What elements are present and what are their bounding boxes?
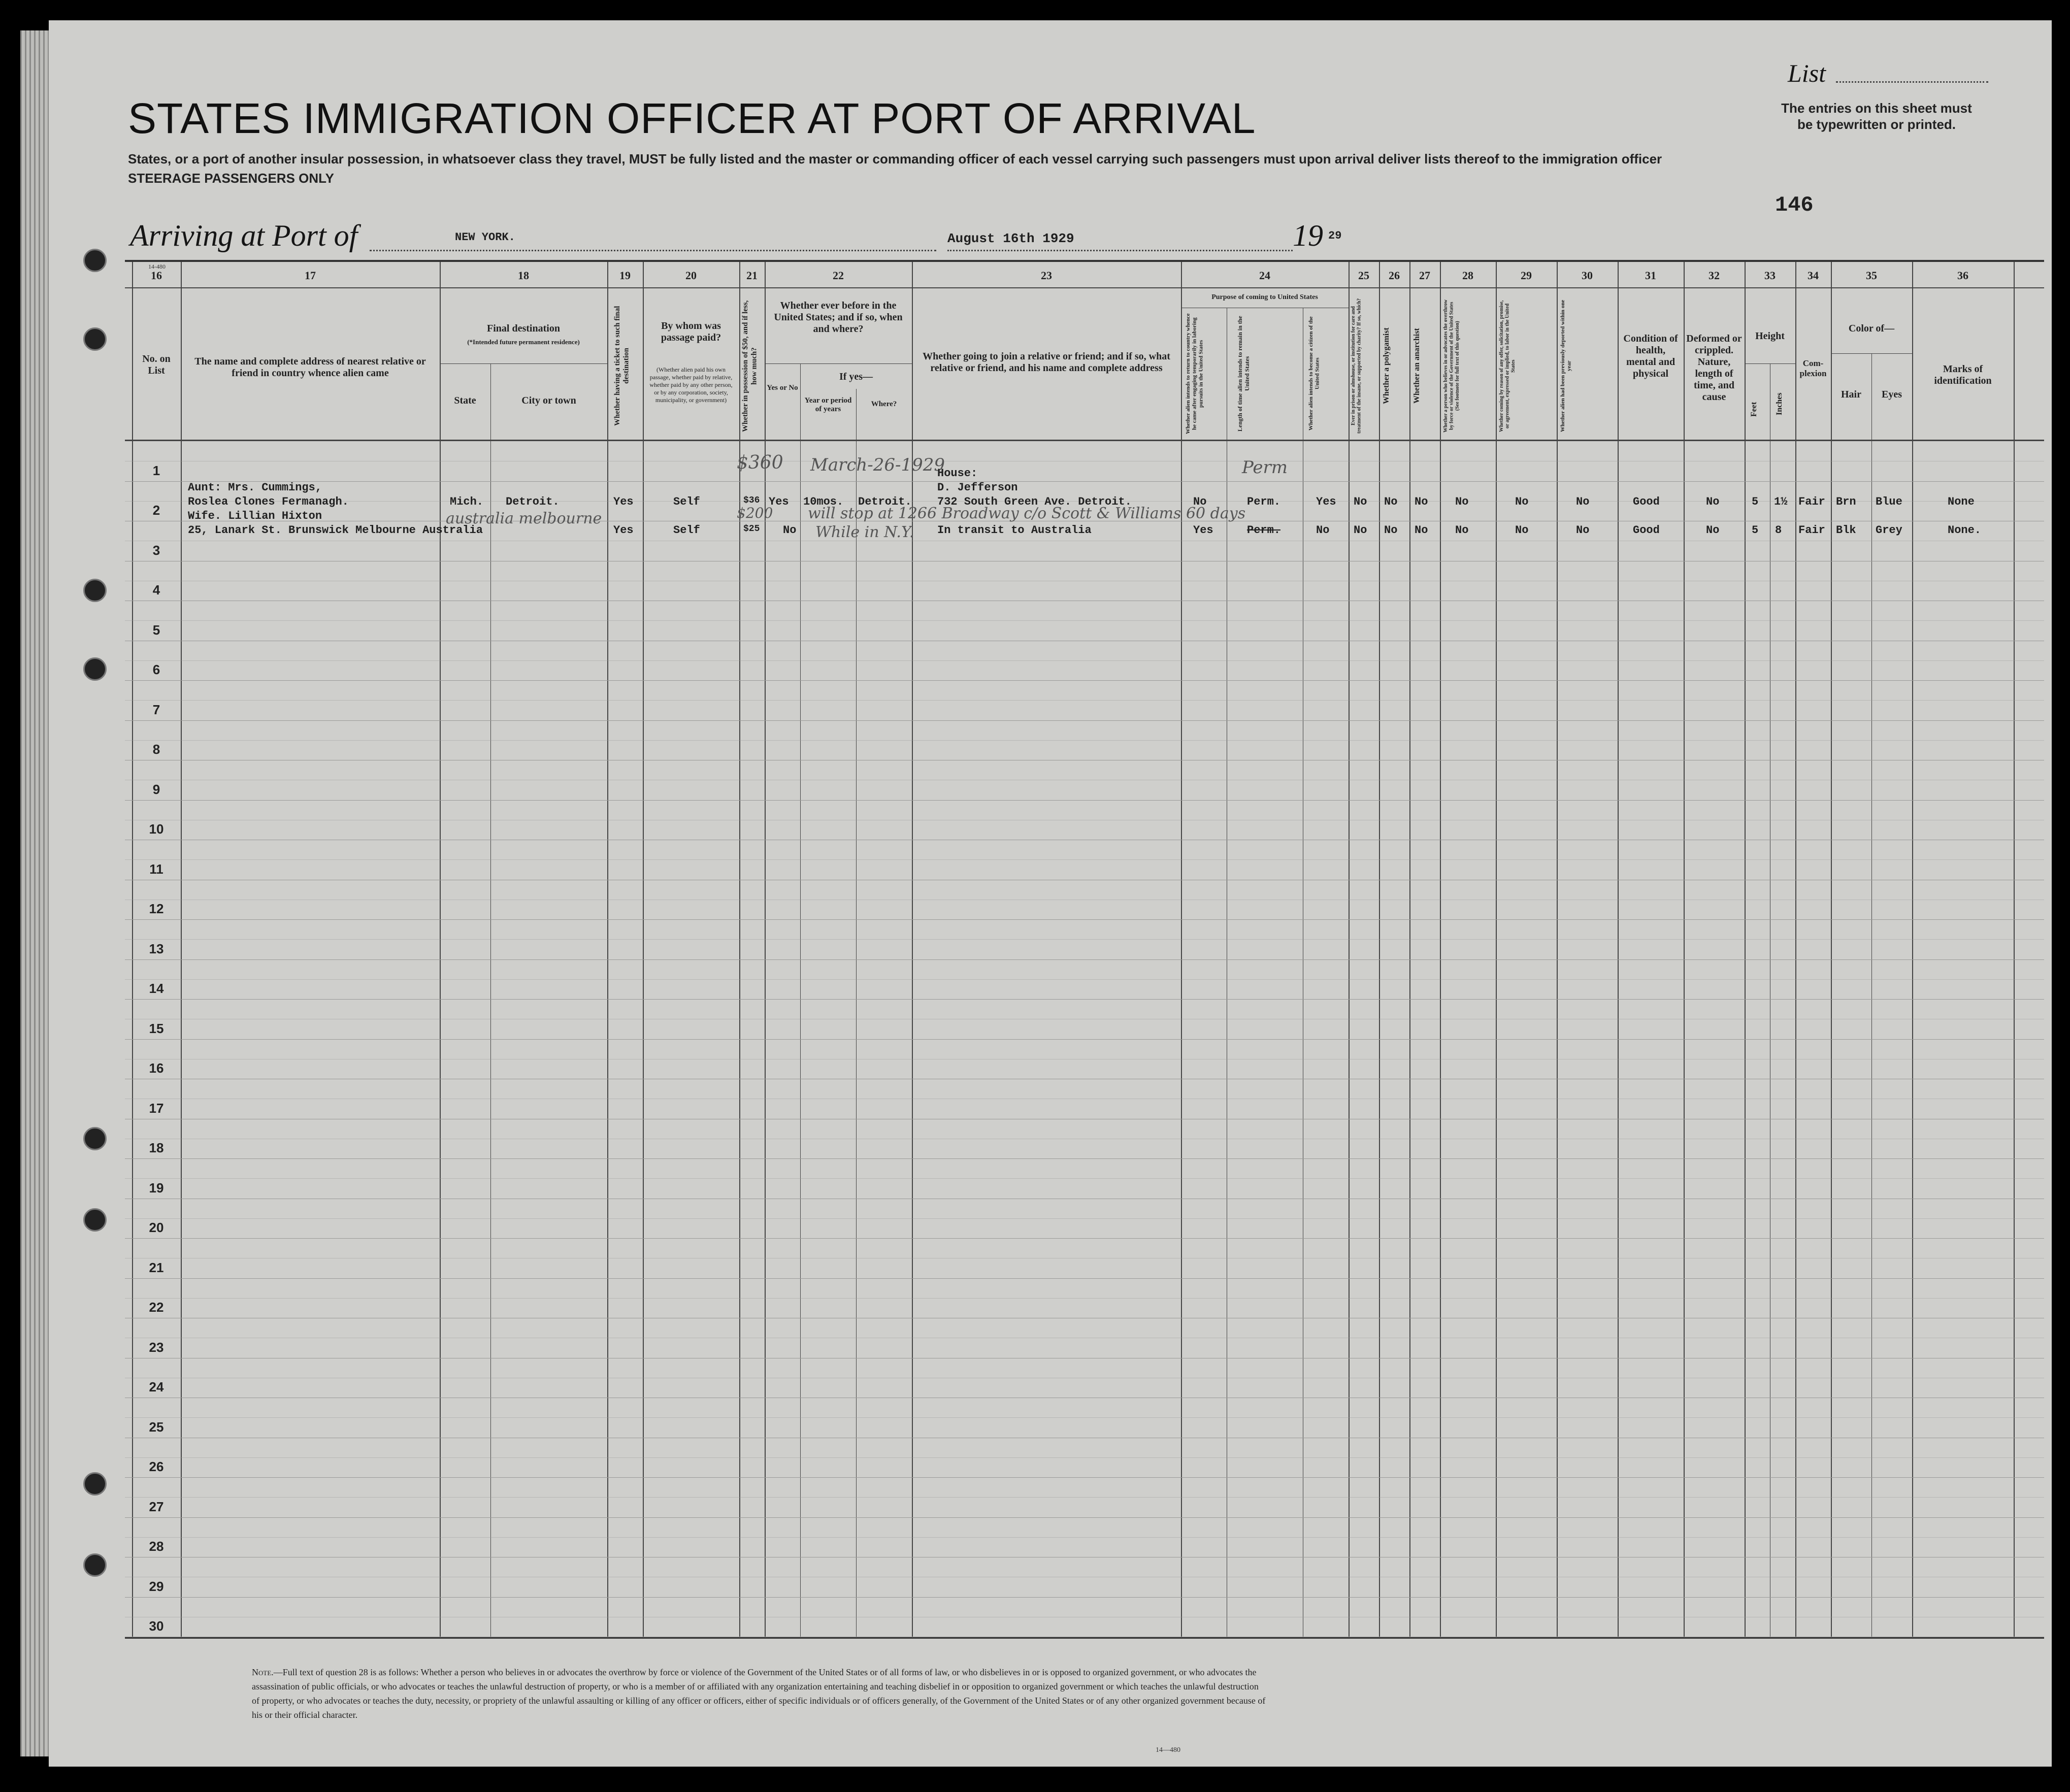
col17-label: The name and complete address of nearest relative or friend in country whence alien came <box>194 356 426 379</box>
row-divider <box>125 999 2044 1000</box>
row2-health: Good <box>1633 524 1660 537</box>
steerage-label: STEERAGE PASSENGERS ONLY <box>128 171 334 186</box>
row-subdivider <box>125 1537 2044 1538</box>
typewritten-note-2: be typewritten or printed. <box>1797 117 1956 132</box>
col33-feet: Feet <box>1750 402 1758 417</box>
row-number: 22 <box>149 1300 164 1315</box>
row-number: 5 <box>152 622 160 638</box>
row-number: 15 <box>149 1021 164 1036</box>
row2-ticket: Yes <box>613 524 634 537</box>
row1-return: No <box>1193 495 1207 508</box>
col28-num: 28 <box>1462 269 1473 282</box>
col22-ifyes: If yes— <box>839 371 873 382</box>
row-subdivider <box>125 740 2044 741</box>
row-number: 12 <box>149 901 164 916</box>
col25-num: 25 <box>1358 269 1369 282</box>
col22-years: Year or period of years <box>804 396 852 413</box>
row-subdivider <box>125 939 2044 940</box>
col24-return: Whether alien intends to return to country whence he came after engaging temporarily in laboring pursuits in the United States <box>1185 313 1204 434</box>
row-number: 20 <box>149 1220 164 1235</box>
col25-label: Ever in prison or almshouse, or institution for care and treatment of the insane, or supported by charity? If so, which? <box>1351 298 1362 434</box>
row-number: 4 <box>152 582 160 598</box>
page-subtitle: States, or a port of another insular possession, in whatsoever class they travel, MUST be fully listed and the master or commanding officer of each vessel carrying such passengers must upon arrival deliver lists thereof to the immigration officer <box>128 151 1662 167</box>
row2-citizen: No <box>1316 524 1330 537</box>
row1-prison: No <box>1354 495 1367 508</box>
row-number: 11 <box>149 861 163 877</box>
col24-citizen: Whether alien intends to become a citizen of the United States <box>1308 316 1321 431</box>
row-subdivider <box>125 1178 2044 1179</box>
row1-money-handwritten: $360 <box>737 452 783 473</box>
row2-before-handwritten-2: While in N.Y. <box>815 523 914 541</box>
list-label: List <box>1788 59 1826 87</box>
col22-yesno: Yes or No <box>767 384 798 392</box>
row1-overthrow: No <box>1455 495 1469 508</box>
col32-num: 32 <box>1708 269 1720 282</box>
col28-label: Whether a person who believes in or advocates the overthrow by force or violence of the Government of the United States (See footnote for full text of this question) <box>1443 300 1460 433</box>
row-number: 30 <box>149 1618 164 1634</box>
row-number: 23 <box>149 1340 164 1355</box>
col20-sublabel: (Whether alien paid his own passage, whether paid by relative, whether paid by any other person, or by any corporation, society, municipality, or government) <box>649 366 733 404</box>
col26-label: Whether a polygamist <box>1382 327 1391 405</box>
arrival-date: August 16th 1929 <box>947 231 1074 246</box>
col23-label: Whether going to join a relative or friend; and if so, what relative or friend, and his name and complete address <box>923 351 1170 374</box>
row2-paid-by: Self <box>673 524 700 537</box>
row2-marks: None. <box>1948 524 1982 537</box>
port-value: NEW YORK. <box>455 231 515 244</box>
col27-num: 27 <box>1419 269 1430 282</box>
col29-num: 29 <box>1521 269 1532 282</box>
col21-label: Whether in possession of $50, and if less, how much? <box>741 300 759 432</box>
row-number: 19 <box>149 1180 164 1196</box>
col22-where: Where? <box>871 400 897 408</box>
col29-label: Whether coming by reason of any offer, solicitation, promise, or agreement, expressed or implied, to labor in the United States <box>1499 300 1516 432</box>
col35-label: Color of— <box>1848 323 1895 334</box>
row2-return: Yes <box>1193 524 1213 537</box>
col21-num: 21 <box>746 269 758 282</box>
row2-deported: No <box>1576 524 1590 537</box>
col16-label: No. on List <box>142 353 171 376</box>
row-divider <box>125 720 2044 721</box>
row-number: 17 <box>149 1101 164 1116</box>
row-subdivider <box>125 1218 2044 1219</box>
punch-hole <box>83 1553 107 1577</box>
row1-length-handwritten: Perm <box>1242 457 1288 478</box>
row2-before-handwritten: will stop at 1266 Broadway c/o Scott & Williams 60 days <box>808 505 1246 522</box>
col27-label: Whether an anarchist <box>1412 328 1421 404</box>
col24-label: Purpose of coming to United States <box>1211 293 1318 301</box>
row-subdivider <box>125 660 2044 661</box>
row2-city-handwritten: australia melbourne <box>446 510 602 527</box>
manifest-table <box>125 260 2044 1639</box>
subheader-line <box>1745 363 1795 364</box>
col24-num: 24 <box>1259 269 1270 282</box>
row-number: 27 <box>149 1499 164 1514</box>
col34-num: 34 <box>1808 269 1819 282</box>
row-area <box>125 441 2044 1637</box>
punch-hole <box>83 249 107 272</box>
row-number: 18 <box>149 1140 164 1155</box>
col16-num: 16 <box>151 269 162 282</box>
col20-num: 20 <box>685 269 697 282</box>
row1-join-1: House: <box>937 467 978 480</box>
row1-inches: 1½ <box>1774 495 1788 508</box>
row1-marks: None <box>1948 495 1975 508</box>
row1-offer: No <box>1515 495 1529 508</box>
row1-health: Good <box>1633 495 1660 508</box>
col33-label: Height <box>1755 330 1785 342</box>
row-divider <box>125 1158 2044 1159</box>
row-divider <box>125 481 2044 482</box>
punch-hole <box>83 1208 107 1232</box>
subheader-line <box>1831 353 1912 354</box>
row1-deformed: No <box>1706 495 1720 508</box>
subheader-line <box>440 363 607 364</box>
row1-before-handwritten: March-26-1929 <box>810 455 945 475</box>
year-suffix: 29 <box>1328 229 1342 242</box>
punch-hole <box>83 327 107 351</box>
col18-label: Final destination <box>487 323 560 334</box>
col20-label: By whom was passage paid? <box>661 320 721 343</box>
row1-relative-1: Aunt: Mrs. Cummings, <box>188 481 322 494</box>
footnote <box>252 1665 1267 1722</box>
row2-hair: Blk <box>1836 524 1856 537</box>
row2-money-handwritten: $200 <box>737 505 773 521</box>
row2-join-1: In transit to Australia <box>937 524 1092 537</box>
row-number: 21 <box>149 1260 164 1275</box>
footnote-label: Note. <box>252 1667 274 1677</box>
footnote-code: 14—480 <box>1156 1746 1180 1754</box>
col36-label: Marks of identification <box>1934 363 1992 386</box>
col35-eyes: Eyes <box>1882 389 1902 400</box>
row1-before-years: 10mos. <box>803 495 844 508</box>
row1-length: Perm. <box>1247 495 1281 508</box>
sheet-number: 146 <box>1775 193 1814 217</box>
col18-sublabel: (*Intended future permanent residence) <box>467 338 580 346</box>
row2-feet: 5 <box>1752 524 1759 537</box>
col31-num: 31 <box>1645 269 1656 282</box>
row1-state: Mich. <box>450 495 484 508</box>
punch-hole <box>83 657 107 681</box>
row-number: 29 <box>149 1579 164 1594</box>
col35-hair: Hair <box>1841 389 1861 400</box>
col31-label: Condition of health, mental and physical <box>1623 333 1678 379</box>
typewritten-note-1: The entries on this sheet must <box>1781 101 1972 116</box>
row2-polygamist: No <box>1384 524 1398 537</box>
footnote-text: —Full text of question 28 is as follows: Whether a person who believes in or advocates the overthrow by force or violence of the Government of the United States or of all forms of law, or who disbelieves in or is opposed to organized government, or who advocates the assassination of public officials, or who advocates or teaches the unlawful destruction of property, or who is a member of or affiliated with any organization entertaining and teaching disbelief in or opposition to organized government or which teaches the unlawful destruction of property, or who advocates or teaches the duty, necessity, or propriety of the unlawful assaulting or killing of any officer or officers, either of specific individuals or of officers generally, of the Government of the United States or of any other organized government because of his or their official character. <box>252 1667 1266 1720</box>
row1-before: Yes <box>769 495 789 508</box>
page-title: STATES IMMIGRATION OFFICER AT PORT OF ARRIVAL <box>128 94 1256 142</box>
row1-relative-2: Roslea Clones Fermanagh. <box>188 495 349 508</box>
row-number: 6 <box>152 662 160 677</box>
row-subdivider <box>125 979 2044 980</box>
row2-length: Perm. <box>1247 524 1281 537</box>
row-number: 7 <box>152 702 160 717</box>
col30-num: 30 <box>1582 269 1593 282</box>
list-line <box>1836 81 1988 84</box>
col34-label: Com- plexion <box>1799 358 1827 378</box>
row-subdivider <box>125 1497 2044 1498</box>
arriving-label: Arriving at Port of <box>130 219 358 252</box>
row-divider <box>125 1517 2044 1518</box>
row-divider <box>125 1238 2044 1239</box>
col33-num: 33 <box>1764 269 1776 282</box>
col35-num: 35 <box>1866 269 1877 282</box>
row-number: 13 <box>149 941 164 956</box>
row1-money: $36 <box>743 495 760 506</box>
row2-anarchist: No <box>1415 524 1428 537</box>
row-number: 16 <box>149 1060 164 1076</box>
row1-city: Detroit. <box>506 495 560 508</box>
col32-label: Deformed or crippled. Nature, length of time, and cause <box>1686 333 1742 403</box>
form-code-top: 14-480 <box>148 263 166 270</box>
col33-inches: Inches <box>1775 392 1784 416</box>
row1-feet: 5 <box>1752 495 1759 508</box>
number-row-divider <box>125 287 2044 288</box>
row2-eyes: Grey <box>1876 524 1902 537</box>
row-divider <box>125 959 2044 960</box>
col18-city: City or town <box>521 395 576 406</box>
row1-hair: Brn <box>1836 495 1856 508</box>
col30-label: Whether alien had been previously deported within one year <box>1560 300 1572 433</box>
row-number: 10 <box>149 821 164 837</box>
row-divider <box>125 1597 2044 1598</box>
row2-complexion: Fair <box>1798 524 1825 537</box>
port-line <box>370 250 936 251</box>
row2-deformed: No <box>1706 524 1720 537</box>
subheader-line <box>765 363 912 364</box>
row-divider <box>125 919 2044 920</box>
col17-num: 17 <box>305 269 316 282</box>
row2-relative-1: Wife. Lillian Hixton <box>188 510 322 522</box>
row-subdivider <box>125 1457 2044 1458</box>
row-subdivider <box>125 1417 2044 1418</box>
col23-num: 23 <box>1041 269 1052 282</box>
row-subdivider <box>125 620 2044 621</box>
manifest-sheet <box>49 20 2052 1767</box>
row2-relative-2: 25, Lanark St. Brunswick Melbourne Australia <box>188 524 483 537</box>
row-number: 1 <box>152 463 160 478</box>
row1-join-2: D. Jefferson <box>937 481 1018 494</box>
row-number: 28 <box>149 1539 164 1554</box>
col26-num: 26 <box>1389 269 1400 282</box>
date-line <box>947 250 1293 251</box>
row1-polygamist: No <box>1384 495 1398 508</box>
col19-label: Whether having a ticket to such final destination <box>613 306 631 426</box>
row-number: 3 <box>152 543 160 558</box>
row-subdivider <box>125 700 2044 701</box>
row1-complexion: Fair <box>1798 495 1825 508</box>
row2-prison: No <box>1354 524 1367 537</box>
row2-overthrow: No <box>1455 524 1469 537</box>
row-divider <box>125 1278 2044 1279</box>
row-number: 2 <box>152 503 160 518</box>
row-divider <box>125 1477 2044 1478</box>
row2-money: $25 <box>743 524 760 534</box>
col19-num: 19 <box>619 269 631 282</box>
col22-num: 22 <box>833 269 844 282</box>
row2-inches: 8 <box>1775 524 1782 537</box>
col18-state: State <box>454 395 476 406</box>
row-number: 9 <box>152 782 160 797</box>
col18-num: 18 <box>518 269 529 282</box>
row2-offer: No <box>1515 524 1529 537</box>
row1-before-where: Detroit. <box>858 495 912 508</box>
col22-label: Whether ever before in the United States; and if so, when and where? <box>774 300 903 335</box>
row-number: 8 <box>152 742 160 757</box>
row1-eyes: Blue <box>1876 495 1902 508</box>
punch-hole <box>83 1127 107 1150</box>
col24-length: Length of time alien intends to remain in the United States <box>1236 316 1251 432</box>
punch-hole <box>83 1472 107 1496</box>
row1-citizen: Yes <box>1316 495 1336 508</box>
col36-num: 36 <box>1957 269 1968 282</box>
row1-paid-by: Self <box>673 495 700 508</box>
row-number: 14 <box>149 981 164 996</box>
row-subdivider <box>125 1298 2044 1299</box>
year-prefix: 19 <box>1293 219 1323 252</box>
row-number: 24 <box>149 1379 164 1395</box>
row-divider <box>125 680 2044 681</box>
row-subdivider <box>125 859 2044 860</box>
row2-before: No <box>783 524 797 537</box>
row1-deported: No <box>1576 495 1590 508</box>
row1-ticket: Yes <box>613 495 634 508</box>
row-number: 26 <box>149 1459 164 1474</box>
punch-hole <box>83 579 107 602</box>
row-number: 25 <box>149 1419 164 1435</box>
row1-join-3: 732 South Green Ave. Detroit. <box>937 495 1132 508</box>
row1-anarchist: No <box>1415 495 1428 508</box>
row-divider <box>125 800 2044 801</box>
row-divider <box>125 1039 2044 1040</box>
